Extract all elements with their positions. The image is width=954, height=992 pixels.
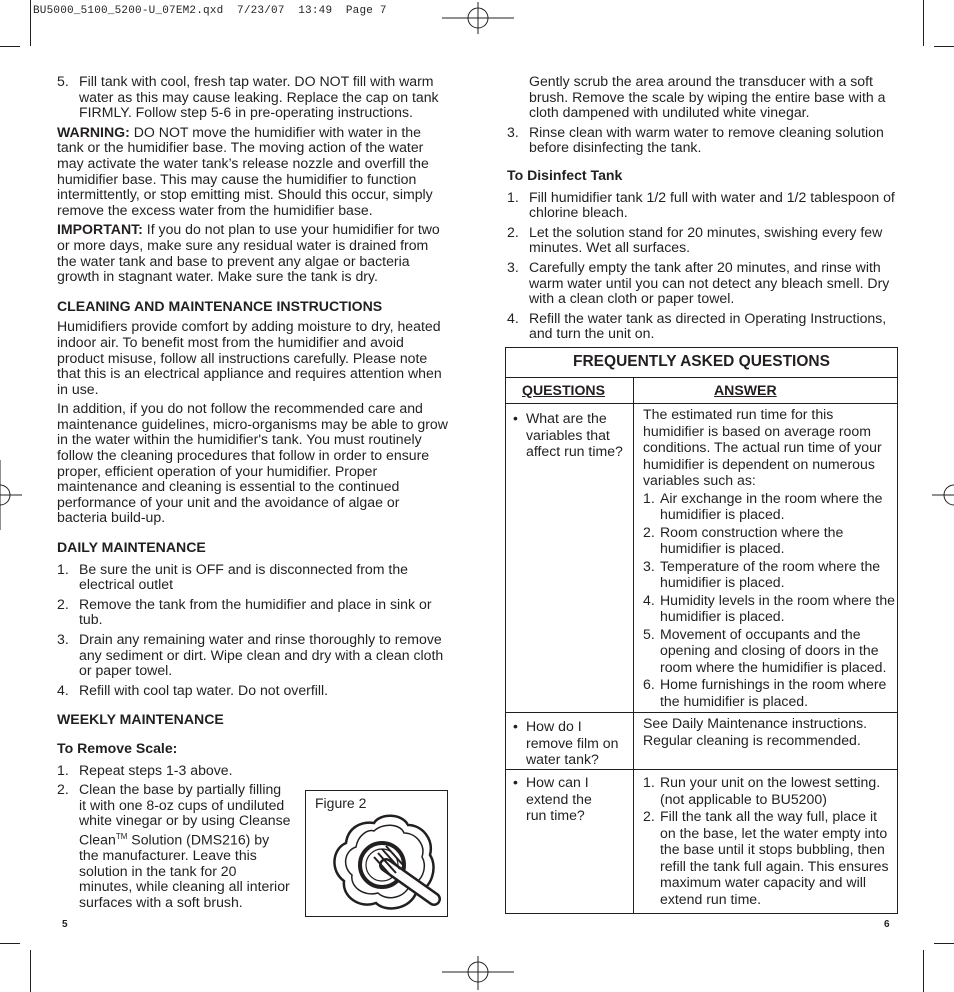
registration-mark-top	[442, 2, 514, 34]
left-column	[57, 74, 449, 915]
warning-paragraph: WARNING: DO NOT move the humidifier with water in the tank or the humidifier base. The moving action of the water may activate the water tank’s release nozzle and overfill the humidifier base. This may cause the humidifier to function intermittently, or stop emitting mist. Should this occur, simply remove the excess water from the humidifier base.	[57, 123, 433, 218]
disinfect-heading: To Disinfect Tank	[507, 166, 623, 183]
brush-scrubbing-illustration	[330, 813, 442, 915]
right-column	[507, 74, 899, 346]
scale-heading: To Remove Scale:	[57, 739, 178, 756]
disinfect-item: 1. Fill humidifier tank 1/2 full with water and 1/2 tablespoon of chlorine bleach.	[507, 188, 895, 221]
scrub-paragraph: Gently scrub the area around the transducer with a soft brush. Remove the scale by wiping the entire base with a cloth dampened with undiluted white vinegar.	[529, 73, 886, 121]
faq-question-1: • What are the variables that affect run time?	[513, 410, 623, 459]
faq-col-questions: QUESTIONS	[522, 382, 606, 398]
daily-item: 1. Be sure the unit is OFF and is disconnected from the electrical outlet	[57, 560, 409, 593]
daily-item: 2. Remove the tank from the humidifier and place in sink or tub.	[57, 595, 432, 628]
scale-item-2: 2. Clean the base by partially filling it with one 8-oz cups of undiluted white vinegar or by using Cleanse Clean™ Solution (DMS216) by the manufacturer. Leave this solution in the tank for 20 minutes, while cleaning all interior surfaces with a soft brush.	[57, 781, 291, 910]
scale-item-3: 3. Rinse clean with warm water to remove cleaning solution before disinfecting the tank.	[507, 123, 884, 156]
registration-mark-bottom	[442, 956, 514, 990]
figure-2	[305, 790, 448, 917]
daily-heading: DAILY MAINTENANCE	[57, 539, 206, 556]
faq-answer-2: See Daily Maintenance instructions. Regular cleaning is recommended.	[643, 715, 868, 748]
figure-caption: Figure 2	[315, 795, 367, 811]
disinfect-item: 2. Let the solution stand for 20 minutes, swishing every few minutes. Wet all surfaces.	[507, 223, 883, 256]
daily-item: 4. Refill with cool tap water. Do not overfill.	[57, 681, 329, 698]
scale-item-1: 1. Repeat steps 1-3 above.	[57, 761, 233, 778]
cleaning-paragraph-1: Humidifiers provide comfort by adding moisture to dry, heated indoor air. To benefit most from the humidifier and avoid product misuse, follow all instructions carefully. Please note that this is an electrical appliance and requires attention when in use.	[57, 318, 442, 397]
faq-question-2: • How do I remove film on water tank?	[513, 718, 619, 767]
step-5: 5. Fill tank with cool, fresh tap water. DO NOT fill with warm water as this may cause leaking. Replace the cap on tank FIRMLY. Follow step 5-6 in pre-operating instructions.	[57, 73, 439, 121]
registration-mark-left	[0, 460, 22, 530]
faq-answer-1: The estimated run time for this humidifier is based on average room conditions. The actual run time of your humidifier is dependent on numerous variables such as: 1. Air exchange in the room where the humidifier is placed. 2. Room construction where the humidifier is placed. 3. Temperature of the room where the humidifier is placed. 4. Humidity levels in the room where the humidifier is placed. 5. Movement of occupants and the opening and closing of doors in the room where the humidifier is placed. 6. Home furnishings in the room where the humidifier is placed.	[643, 406, 895, 709]
cleaning-heading: CLEANING AND MAINTENANCE INSTRUCTIONS	[57, 297, 383, 314]
registration-mark-right	[932, 460, 954, 530]
disinfect-item: 3. Carefully empty the tank after 20 minutes, and rinse with warm water until you can not detect any bleach smell. Dry with a clean cloth or paper towel.	[507, 258, 890, 307]
disinfect-item: 4. Refill the water tank as directed in Operating Instructions, and turn the unit on.	[507, 309, 887, 342]
important-paragraph: IMPORTANT: If you do not plan to use your humidifier for two or more days, make sure any residual water is drained from the water tank and base to prevent any algae or bacteria growth in stagnant water. Make sure the tank is dry.	[57, 221, 440, 285]
faq-title: FREQUENTLY ASKED QUESTIONS	[573, 353, 830, 370]
weekly-heading: WEEKLY MAINTENANCE	[57, 711, 224, 728]
daily-item: 3. Drain any remaining water and rinse thoroughly to remove any sediment or dirt. Wipe clean and dry with a clean cloth or paper towel.	[57, 631, 444, 679]
faq-col-answer: ANSWER	[714, 382, 777, 398]
print-slug: BU5000_5100_5200-U_07EM2.qxd 7/23/07 13:49 Page 7	[33, 5, 387, 17]
page-number-left: 5	[62, 919, 68, 930]
cleaning-paragraph-2: In addition, if you do not follow the recommended care and maintenance guidelines, micro-organisms may be able to grow in the water within the humidifier's tank. You must routinely follow the cleaning procedures that follow in order to ensure proper, efficient operation of your humidifier. Proper maintenance and cleaning is essential to the continued performance of your unit and the avoidance of algae or bacteria build-up.	[57, 400, 448, 526]
faq-table	[505, 347, 898, 914]
faq-answer-3: 1. Run your unit on the lowest setting. (not applicable to BU5200) 2. Fill the tank all the way full, place it on the base, let the water empty into the base until it stops bubbling, then refill the tank full again. This ensures maximum water capacity and will extend run time.	[643, 774, 889, 907]
page-number-right: 6	[884, 919, 890, 930]
faq-question-3: • How can I extend the run time?	[513, 774, 592, 823]
